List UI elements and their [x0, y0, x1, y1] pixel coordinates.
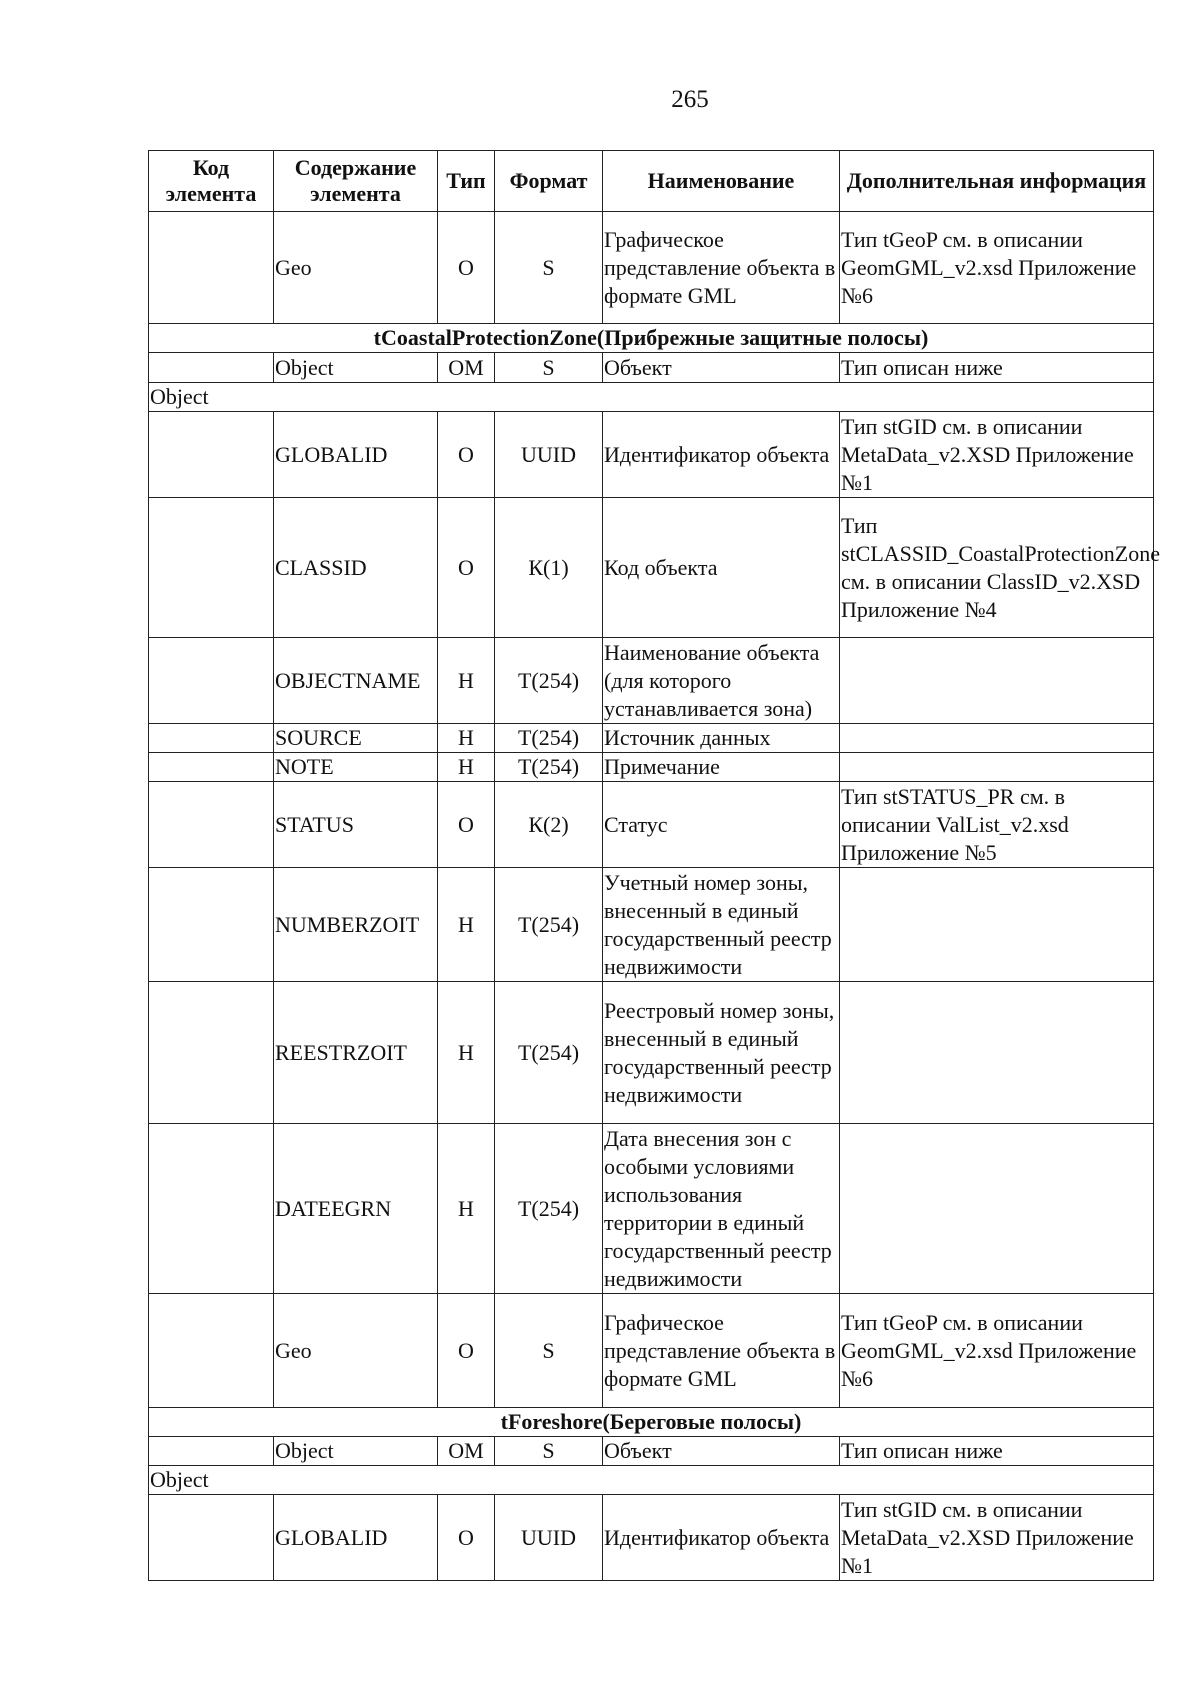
table-row — [149, 1124, 1154, 1294]
cell-info: Тип описан ниже — [840, 353, 1154, 383]
cell-element: OBJECTNAME — [274, 638, 438, 724]
cell-type: ОМ — [438, 353, 495, 383]
cell-code — [149, 1124, 274, 1294]
cell-format: Т(254) — [495, 1124, 603, 1294]
cell-type: О — [438, 412, 495, 498]
cell-element: NUMBERZOIT — [274, 868, 438, 982]
cell-info: Тип stGID см. в описании MetaData_v2.XSD Приложение №1 — [840, 1495, 1154, 1581]
cell-info: Тип stCLASSID_CoastalProtectionZone см. в описании ClassID_v2.XSD Приложение №4 — [840, 498, 1154, 638]
cell-element: Object — [274, 353, 438, 383]
cell-code — [149, 498, 274, 638]
table-row — [149, 353, 1154, 383]
cell-type: Н — [438, 753, 495, 782]
cell-type: Н — [438, 868, 495, 982]
cell-name: Примечание — [603, 753, 840, 782]
page-number: 265 — [671, 86, 709, 113]
table-row — [149, 1437, 1154, 1466]
cell-element: Object — [274, 1437, 438, 1466]
cell-format: Т(254) — [495, 638, 603, 724]
cell-format: S — [495, 353, 603, 383]
cell-name: Объект — [603, 353, 840, 383]
table-row — [149, 868, 1154, 982]
cell-type: Н — [438, 982, 495, 1124]
section-title: tForeshore(Береговые полосы) — [149, 1408, 1154, 1437]
cell-name: Дата внесения зон с особыми условиями использования территории в единый государственный реестр недвижимости — [603, 1124, 840, 1294]
cell-type: О — [438, 212, 495, 324]
object-group-label: Object — [149, 1466, 1154, 1495]
cell-format: Т(254) — [495, 982, 603, 1124]
cell-element: SOURCE — [274, 724, 438, 753]
cell-info — [840, 724, 1154, 753]
cell-info — [840, 868, 1154, 982]
cell-name: Объект — [603, 1437, 840, 1466]
cell-name: Реестровый номер зоны, внесенный в единый государственный реестр недвижимости — [603, 982, 840, 1124]
header-code: Код элемента — [149, 151, 274, 212]
cell-type: О — [438, 1495, 495, 1581]
cell-code — [149, 1437, 274, 1466]
table-row — [149, 753, 1154, 782]
cell-element: Geo — [274, 1294, 438, 1408]
header-type: Тип — [438, 151, 495, 212]
table-row — [149, 1495, 1154, 1581]
section-title: tCoastalProtectionZone(Прибрежные защитные полосы) — [149, 324, 1154, 353]
object-group-row — [149, 383, 1154, 412]
header-name: Наименование — [603, 151, 840, 212]
cell-format: Т(254) — [495, 753, 603, 782]
section-header-row — [149, 1408, 1154, 1437]
cell-name: Код объекта — [603, 498, 840, 638]
cell-name: Идентификатор объекта — [603, 412, 840, 498]
cell-code — [149, 412, 274, 498]
cell-name: Идентификатор объекта — [603, 1495, 840, 1581]
cell-format: К(1) — [495, 498, 603, 638]
table-row — [149, 412, 1154, 498]
header-info: Дополнительная информация — [840, 151, 1154, 212]
cell-code — [149, 753, 274, 782]
cell-info: Тип описан ниже — [840, 1437, 1154, 1466]
cell-format: Т(254) — [495, 724, 603, 753]
cell-element: Geo — [274, 212, 438, 324]
cell-info — [840, 1124, 1154, 1294]
cell-code — [149, 724, 274, 753]
cell-name: Статус — [603, 782, 840, 868]
cell-type: ОМ — [438, 1437, 495, 1466]
cell-info: Тип tGeoP см. в описании GeomGML_v2.xsd Приложение №6 — [840, 212, 1154, 324]
cell-format: UUID — [495, 1495, 603, 1581]
cell-format: S — [495, 212, 603, 324]
cell-name: Учетный номер зоны, внесенный в единый государственный реестр недвижимости — [603, 868, 840, 982]
object-group-row — [149, 1466, 1154, 1495]
cell-element: GLOBALID — [274, 412, 438, 498]
cell-code — [149, 1294, 274, 1408]
table-row — [149, 212, 1154, 324]
cell-format: S — [495, 1294, 603, 1408]
table-row — [149, 638, 1154, 724]
cell-type: О — [438, 1294, 495, 1408]
section-header-row — [149, 324, 1154, 353]
cell-info: Тип stSTATUS_PR см. в описании ValList_v2.xsd Приложение №5 — [840, 782, 1154, 868]
cell-info — [840, 753, 1154, 782]
table-row — [149, 982, 1154, 1124]
cell-info — [840, 638, 1154, 724]
cell-format: S — [495, 1437, 603, 1466]
table-row — [149, 498, 1154, 638]
cell-code — [149, 1495, 274, 1581]
cell-element: STATUS — [274, 782, 438, 868]
cell-code — [149, 212, 274, 324]
cell-name: Источник данных — [603, 724, 840, 753]
table-body — [149, 212, 1160, 1581]
cell-name: Графическое представление объекта в формате GML — [603, 212, 840, 324]
cell-info: Тип stGID см. в описании MetaData_v2.XSD Приложение №1 — [840, 412, 1154, 498]
cell-code — [149, 353, 274, 383]
object-group-label: Object — [149, 383, 1154, 412]
cell-name: Графическое представление объекта в формате GML — [603, 1294, 840, 1408]
cell-info — [840, 982, 1154, 1124]
header-format: Формат — [495, 151, 603, 212]
table-row — [149, 782, 1154, 868]
cell-format: UUID — [495, 412, 603, 498]
cell-element: DATEEGRN — [274, 1124, 438, 1294]
cell-name: Наименование объекта (для которого устанавливается зона) — [603, 638, 840, 724]
cell-format: Т(254) — [495, 868, 603, 982]
cell-type: Н — [438, 724, 495, 753]
cell-element: CLASSID — [274, 498, 438, 638]
cell-type: Н — [438, 638, 495, 724]
cell-element: REESTRZOIT — [274, 982, 438, 1124]
table-header-row — [149, 151, 1154, 212]
cell-code — [149, 782, 274, 868]
table-row — [149, 724, 1154, 753]
element-spec-table — [148, 150, 1160, 1581]
cell-type: Н — [438, 1124, 495, 1294]
cell-code — [149, 982, 274, 1124]
cell-info: Тип tGeoP см. в описании GeomGML_v2.xsd Приложение №6 — [840, 1294, 1154, 1408]
cell-element: GLOBALID — [274, 1495, 438, 1581]
cell-element: NOTE — [274, 753, 438, 782]
table-row — [149, 1294, 1154, 1408]
cell-code — [149, 868, 274, 982]
header-element: Содержание элемента — [274, 151, 438, 212]
cell-type: О — [438, 782, 495, 868]
cell-type: О — [438, 498, 495, 638]
cell-format: К(2) — [495, 782, 603, 868]
cell-code — [149, 638, 274, 724]
